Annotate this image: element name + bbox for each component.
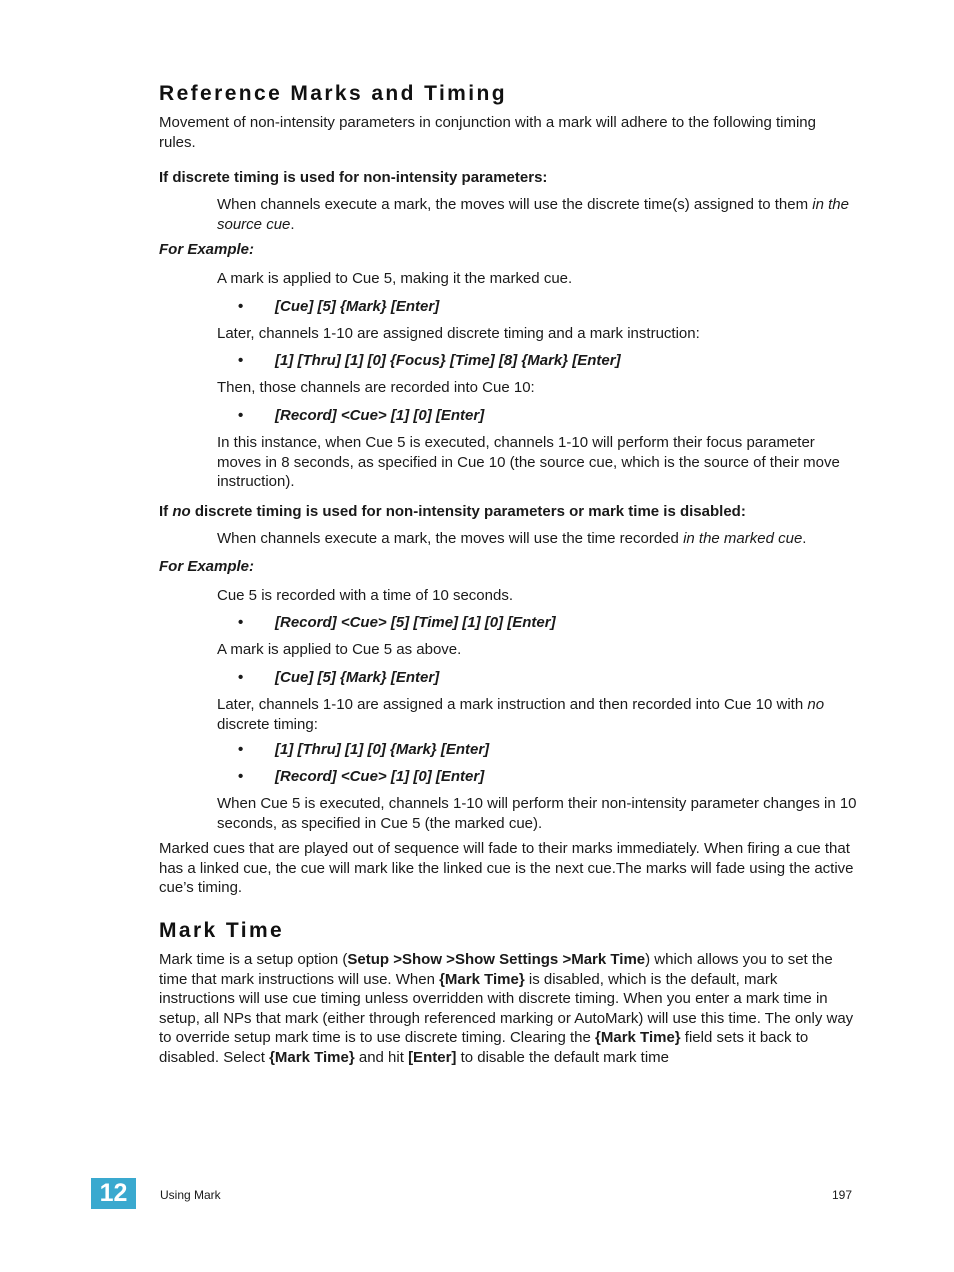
bullet-icon: • — [238, 614, 244, 631]
case2-description: When channels execute a mark, the moves will use the time recorded in the marked cue. — [217, 530, 807, 547]
mark-time-paragraph: Mark time is a setup option (Setup >Show >Show Settings >Mark Time) which allows you to set the time that mark instructions will use. When {Mark Time} is disabled, which is the default, mark instructions will use cue timing unless overridden with discrete timing. When you enter a mark time in setup, all NPs that mark (either through referenced marking or AutoMark) will use this time. The only way to override setup mark time is to use discrete timing. Clearing the {Mark Time} field sets it back to disabled. Select {Mark Time} and hit [Enter] to disable the default mark time — [159, 951, 854, 1066]
bullet-icon: • — [238, 768, 244, 785]
bullet-icon: • — [238, 741, 244, 758]
footer-section-name: Using Mark — [160, 1188, 221, 1202]
case2-bullet1: • [Record] <Cue> [5] [Time] [1] [0] [Enter] — [238, 614, 556, 631]
case1-bullet3: • [Record] <Cue> [1] [0] [Enter] — [238, 407, 485, 424]
case2-step2: A mark is applied to Cue 5 as above. — [217, 641, 462, 658]
case2-step3: Later, channels 1-10 are assigned a mark instruction and then recorded into Cue 10 with no discrete timing: — [217, 696, 825, 733]
section-title-mark-time: Mark Time — [159, 919, 285, 942]
case1-step2: Later, channels 1-10 are assigned discrete timing and a mark instruction: — [217, 325, 700, 342]
case1-bullet1: • [Cue] [5] {Mark} [Enter] — [238, 298, 440, 315]
chapter-number-badge: 12 — [91, 1178, 136, 1209]
footer-page-number: 197 — [831, 1188, 852, 1202]
case2-bullet4: • [Record] <Cue> [1] [0] [Enter] — [238, 768, 485, 785]
case1-description: When channels execute a mark, the moves will use the discrete time(s) assigned to them in the source cue. — [217, 196, 849, 233]
case1-step3: Then, those channels are recorded into Cue 10: — [217, 379, 535, 396]
section-title-reference-marks: Reference Marks and Timing — [159, 82, 507, 105]
bullet-icon: • — [238, 407, 244, 424]
section-closing: Marked cues that are played out of sequence will fade to their marks immediately. When firing a cue that has a linked cue, the cue will mark like the linked cue is the next cue.The marks will fade using the active cue’s timing. — [159, 840, 854, 896]
case2-heading: If no discrete timing is used for non-intensity parameters or mark time is disabled: — [159, 503, 746, 520]
case1-heading: If discrete timing is used for non-intensity parameters: — [159, 169, 548, 186]
case2-result: When Cue 5 is executed, channels 1-10 will perform their non-intensity parameter changes in 10 seconds, as specified in Cue 5 (the marked cue). — [217, 795, 857, 832]
bullet-icon: • — [238, 669, 244, 686]
case2-bullet3: • [1] [Thru] [1] [0] {Mark} [Enter] — [238, 741, 490, 758]
case2-bullet2: • [Cue] [5] {Mark} [Enter] — [238, 669, 440, 686]
section-intro: Movement of non-intensity parameters in conjunction with a mark will adhere to the following timing rules. — [159, 114, 816, 151]
bullet-icon: • — [238, 298, 244, 315]
case1-result: In this instance, when Cue 5 is executed, channels 1-10 will perform their focus parameter moves in 8 seconds, as specified in Cue 10 (the source cue, which is the source of their move instruction). — [217, 434, 840, 490]
case1-example-label: For Example: — [159, 241, 255, 258]
case2-step1: Cue 5 is recorded with a time of 10 seconds. — [217, 587, 513, 604]
case2-example-label: For Example: — [159, 558, 255, 575]
bullet-icon: • — [238, 352, 244, 369]
case1-bullet2: • [1] [Thru] [1] [0] {Focus} [Time] [8] {Mark} [Enter] — [238, 352, 621, 369]
case1-step1: A mark is applied to Cue 5, making it the marked cue. — [217, 270, 573, 287]
